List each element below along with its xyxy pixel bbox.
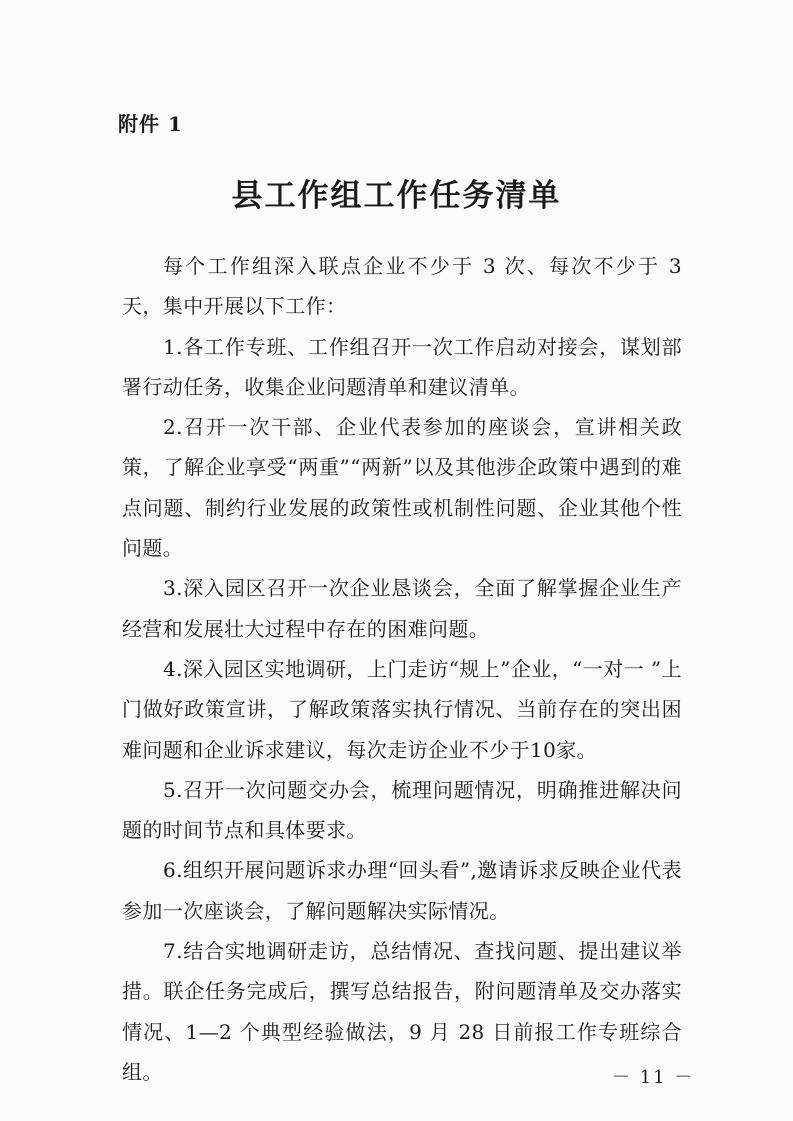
document-body (122, 246, 682, 1092)
task-item-4: 4.深入园区实地调研，上门走访“规上”企业，“一对一 ”上门做好政策宣讲，了解政策落实执行情况、当前存在的突出困难问题和企业诉求建议，每次走访企业不少于10家。 (122, 656, 682, 762)
page-number: － 11 － (612, 1067, 695, 1088)
task-item-3: 3.深入园区召开一次企业恳谈会，全面了解掌握企业生产经营和发展壮大过程中存在的困难问题。 (122, 576, 682, 641)
intro-paragraph: 每个工作组深入联点企业不少于 3 次、每次不少于 3 天，集中开展以下工作： (122, 254, 682, 319)
task-item-2: 2.召开一次干部、企业代表参加的座谈会，宣讲相关政策，了解企业享受“两重”“两新”以及其他涉企政策中遇到的难点问题、制约行业发展的政策性或机制性问题、企业其他个性问题。 (122, 415, 682, 561)
task-item-7: 7.结合实地调研走访，总结情况、查找问题、提出建议举措。联企任务完成后，撰写总结报告，附问题清单及交办落实情况、1—2 个典型经验做法，9 月 28 日前报工作专班综合组。 (122, 939, 682, 1084)
task-item-5: 5.召开一次问题交办会，梳理问题情况，明确推进解决问题的时间节点和具体要求。 (122, 777, 682, 843)
document-title: 县工作组工作任务清单 (231, 178, 562, 214)
attachment-label: 附件 1 (118, 112, 183, 136)
task-item-1: 1.各工作专班、工作组召开一次工作启动对接会，谋划部署行动任务，收集企业问题清单和建议清单。 (122, 334, 682, 399)
task-item-6: 6.组织开展问题诉求办理“回头看”,邀请诉求反映企业代表参加一次座谈会，了解问题解决实际情况。 (122, 858, 682, 923)
